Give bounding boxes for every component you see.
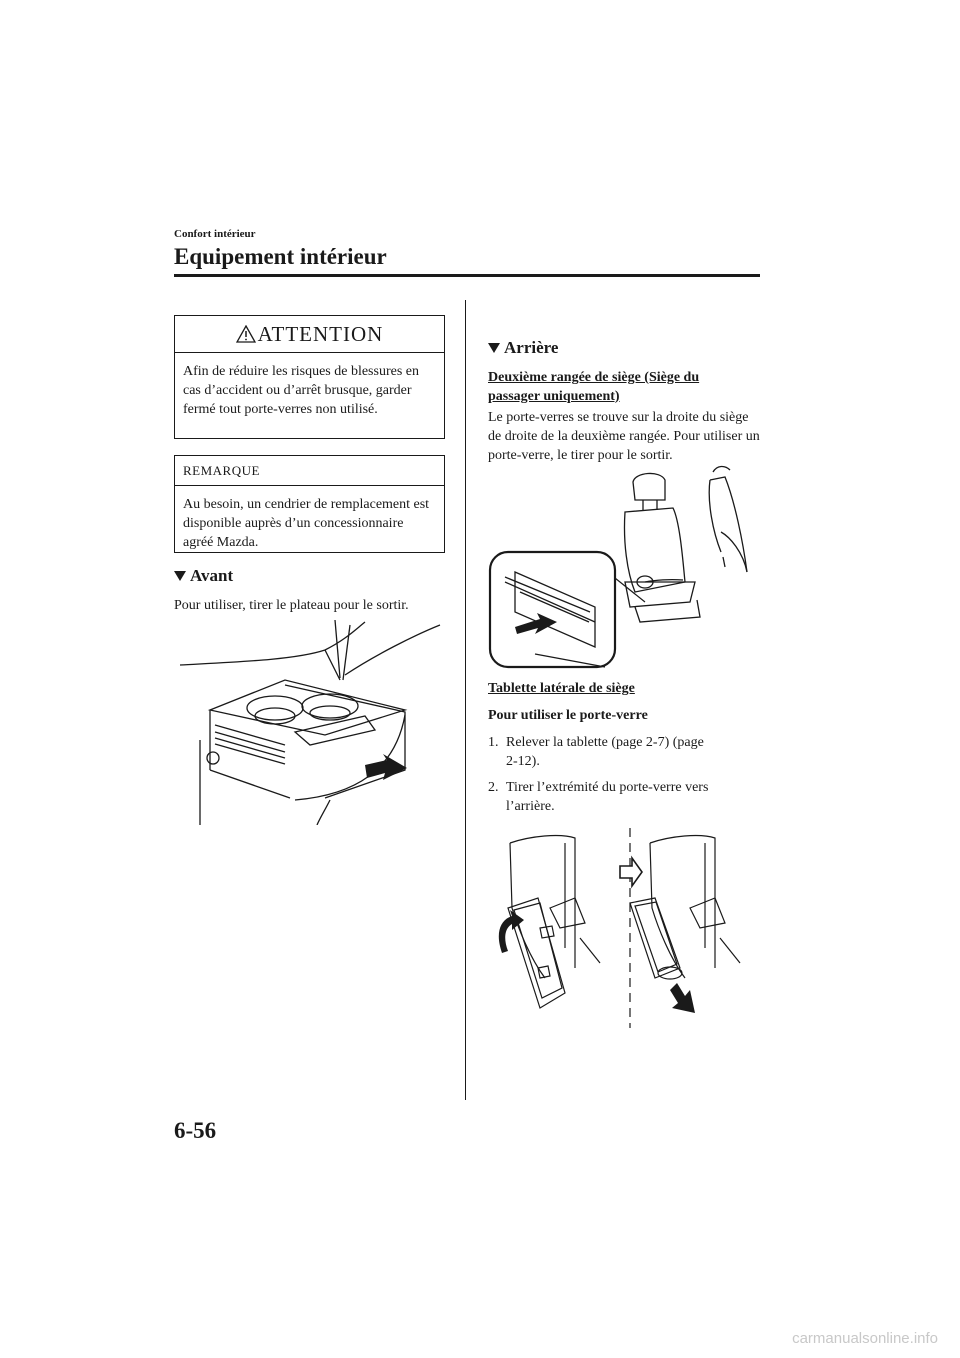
watermark: carmanualsonline.info — [792, 1330, 938, 1347]
note-text: Au besoin, un cendrier de remplacement est disponible auprès d’un concessionnaire agréé Mazda. — [183, 497, 430, 550]
note-title: REMARQUE — [175, 456, 444, 486]
down-triangle-icon — [174, 571, 186, 581]
attention-header — [175, 316, 444, 353]
avant-text: Pour utiliser, tirer le plateau pour le sortir. — [174, 598, 409, 613]
down-triangle-icon — [488, 343, 500, 353]
attention-text: Afin de réduire les risques de blessures en cas d’accident ou d’arrêt brusque, garder fermé tout porte-verres non utilisé. — [183, 364, 419, 417]
front-cupholder-illustration — [175, 620, 445, 825]
avant-heading — [174, 566, 233, 586]
title-rule — [174, 274, 760, 277]
attention-box — [174, 315, 445, 439]
section-label: Confort intérieur — [174, 228, 256, 240]
arriere-subheading: Deuxième rangée de siège (Siège du passager uniquement) — [488, 370, 700, 404]
step-number: 1. — [488, 735, 499, 750]
arriere-heading-label: Arrière — [504, 338, 559, 357]
usage-heading: Pour utiliser le porte-verre — [488, 708, 648, 723]
rear-seat-cupholder-illustration — [485, 462, 760, 674]
arriere-heading — [488, 338, 558, 358]
step-text: Tirer l’extrémité du porte-verre vers l’arrière. — [506, 780, 709, 814]
page-title: Equipement intérieur — [174, 244, 387, 269]
page-number: 6-56 — [174, 1118, 217, 1143]
attention-title: ATTENTION — [257, 321, 384, 346]
warning-triangle-icon — [236, 325, 256, 343]
steps-list — [488, 733, 753, 816]
tablette-heading: Tablette latérale de siège — [488, 681, 635, 696]
step-text: Relever la tablette (page 2-7) (page 2-12). — [506, 735, 704, 769]
avant-heading-label: Avant — [190, 566, 234, 585]
list-item — [488, 733, 753, 771]
step-number: 2. — [488, 780, 499, 795]
list-item — [488, 778, 753, 816]
arriere-text: Le porte-verres se trouve sur la droite du siège de droite de la deuxième rangée. Pour utiliser un porte-verre, le tirer pour le sortir. — [488, 410, 760, 463]
column-divider — [465, 300, 466, 1100]
side-tray-illustration — [490, 828, 765, 1028]
note-box — [174, 455, 445, 553]
